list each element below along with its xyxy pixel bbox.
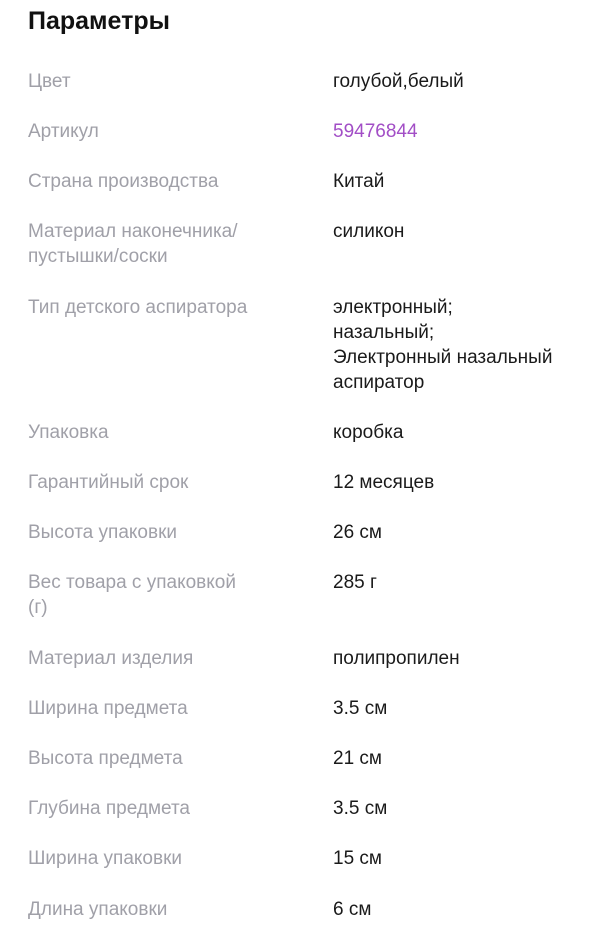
spec-value: 26 см (333, 522, 382, 543)
spec-label: Глубина предмета (28, 798, 191, 819)
spec-value: голубой,белый (333, 71, 464, 92)
spec-label-line: Материал наконечника/ (28, 221, 238, 242)
spec-label: Артикул (28, 121, 99, 142)
spec-label: Длина упаковки (28, 899, 168, 920)
spec-value: 15 см (333, 848, 382, 869)
spec-label: Ширина упаковки (28, 848, 183, 869)
spec-value: 12 месяцев (333, 472, 435, 493)
spec-label: Высота упаковки (28, 522, 177, 543)
spec-label: Тип детского аспиратора (28, 297, 248, 318)
spec-label: Упаковка (28, 422, 109, 443)
spec-value: 285 г (333, 572, 377, 593)
spec-label-line: (г) (28, 597, 48, 618)
section-title: Параметры (28, 7, 170, 35)
spec-value: полипропилен (333, 648, 460, 669)
spec-value-line: электронный; (333, 297, 453, 318)
spec-label (28, 570, 298, 620)
spec-value-line: назальный; (333, 322, 435, 343)
spec-value: 3.5 см (333, 698, 388, 719)
article-link[interactable]: 59476844 (333, 121, 418, 142)
spec-value-line: Электронный назальный (333, 347, 553, 368)
spec-value: силикон (333, 221, 405, 242)
spec-label-line: Вес товара с упаковкой (28, 572, 236, 593)
spec-value: коробка (333, 422, 404, 443)
spec-value: 6 см (333, 899, 372, 920)
spec-value-multiline (333, 295, 598, 395)
spec-label-line: пустышки/соски (28, 246, 168, 267)
spec-label: Цвет (28, 71, 71, 92)
spec-label: Высота предмета (28, 748, 183, 769)
spec-value: 3.5 см (333, 798, 388, 819)
spec-label: Гарантийный срок (28, 472, 189, 493)
spec-label (28, 219, 298, 269)
spec-label: Материал изделия (28, 648, 194, 669)
spec-value-line: аспиратор (333, 372, 425, 393)
spec-label: Ширина предмета (28, 698, 188, 719)
spec-value: Китай (333, 171, 385, 192)
spec-value: 21 см (333, 748, 382, 769)
spec-label: Страна производства (28, 171, 219, 192)
